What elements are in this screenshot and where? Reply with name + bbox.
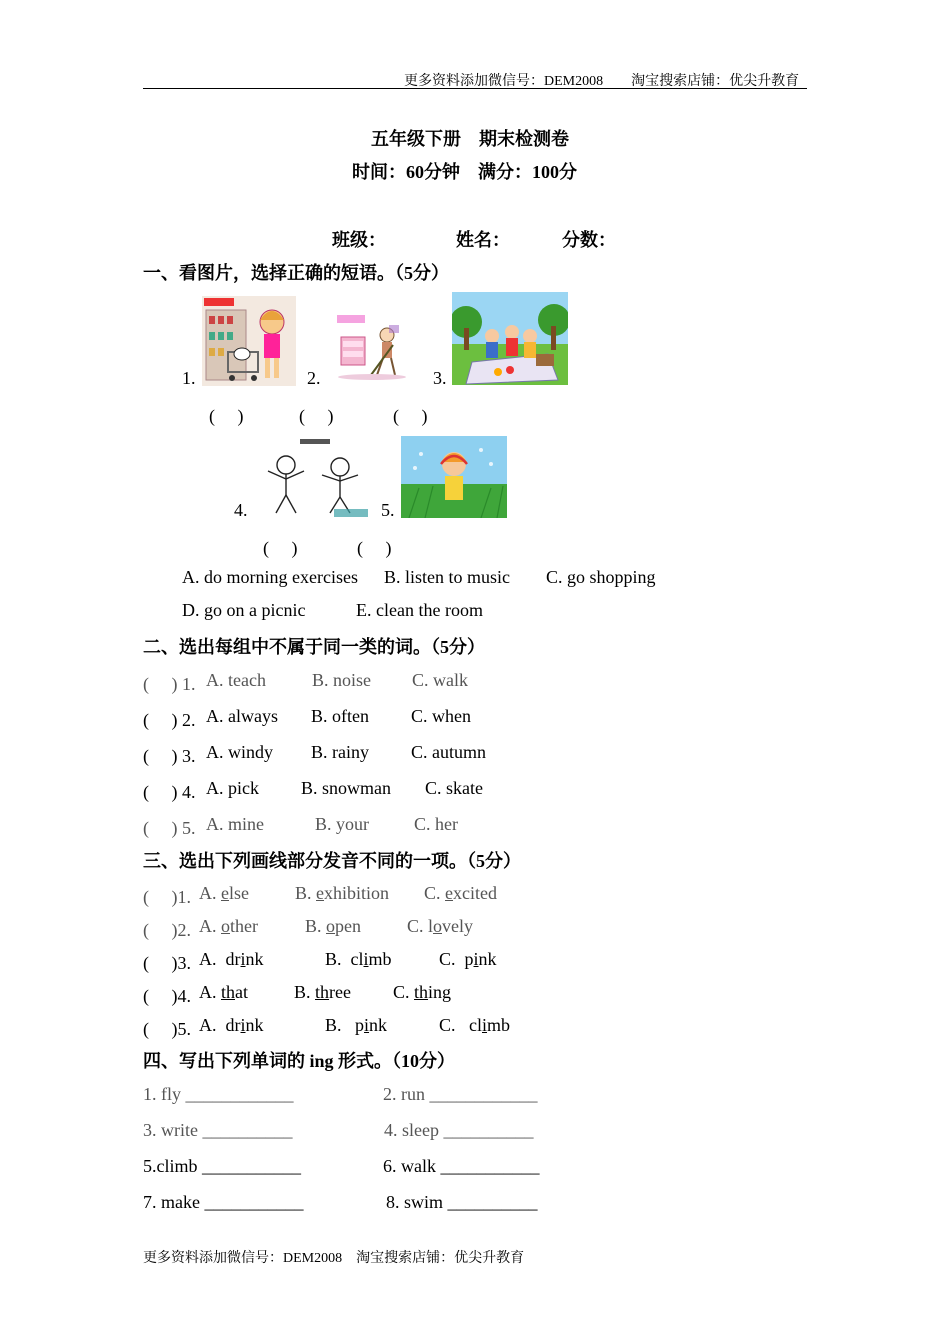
s2-row2-lead[interactable]: ( ) 2.: [143, 710, 196, 730]
s3-row4-b: B. three: [294, 982, 352, 1002]
option-e: E. clean the room: [356, 600, 483, 620]
section4-heading: 四、写出下列单词的 ing 形式。（10分）: [143, 1051, 456, 1071]
answer-paren-2[interactable]: ( ): [299, 406, 334, 426]
s3-row2-b: B. open: [305, 916, 362, 936]
s3-row1-c: C. excited: [424, 883, 497, 903]
shopping-picture: [202, 296, 296, 386]
section2-heading: 二、选出每组中不属于同一类的词。（5分）: [143, 637, 485, 657]
s3-row3-lead[interactable]: ( )3.: [143, 953, 191, 973]
s3-row4-a: A. that: [199, 982, 249, 1002]
s3-row4-c: C. thing: [393, 982, 452, 1002]
s3-row1-a: A. else: [199, 883, 249, 903]
answer-paren-5[interactable]: ( ): [357, 538, 392, 558]
pic-number-5: 5.: [381, 500, 395, 520]
option-c: C. go shopping: [546, 567, 656, 587]
clean-room-picture: [327, 311, 417, 383]
s2-row1-lead[interactable]: ( ) 1.: [143, 674, 196, 694]
s2-row4-lead[interactable]: ( ) 4.: [143, 782, 196, 802]
page-title: 五年级下册 期末检测卷: [371, 129, 569, 149]
header-rule: [143, 88, 807, 89]
s4-item-6[interactable]: 6. walk ___________: [383, 1156, 540, 1176]
answer-paren-1[interactable]: ( ): [209, 406, 244, 426]
s2-row4-a: A. pick: [206, 778, 259, 798]
s3-row2-c: C. lovely: [407, 916, 474, 936]
section3-heading: 三、选出下列画线部分发音不同的一项。（5分）: [143, 851, 521, 871]
s2-row2-c: C. when: [411, 706, 471, 726]
pic-number-1: 1.: [182, 368, 196, 388]
s3-row1-lead[interactable]: ( )1.: [143, 887, 191, 907]
s4-item-2[interactable]: 2. run ____________: [383, 1084, 538, 1104]
footer-text: 更多资料添加微信号：DEM2008 淘宝搜索店铺：优尖升教育: [143, 1251, 525, 1266]
header-text: 更多资料添加微信号：DEM2008 淘宝搜索店铺：优尖升教育: [404, 74, 800, 89]
s4-item-4[interactable]: 4. sleep __________: [384, 1120, 534, 1140]
listen-music-picture: [401, 436, 507, 518]
s4-item-8[interactable]: 8. swim __________: [386, 1192, 538, 1212]
s2-row5-c: C. her: [414, 814, 458, 834]
s4-item-3[interactable]: 3. write __________: [143, 1120, 293, 1140]
s3-row2-a: A. other: [199, 916, 258, 936]
answer-paren-3[interactable]: ( ): [393, 406, 428, 426]
s2-row5-b: B. your: [315, 814, 369, 834]
s4-item-5[interactable]: 5.climb ___________: [143, 1156, 301, 1176]
score-label: 分数：: [562, 230, 616, 250]
pic-number-4: 4.: [234, 500, 248, 520]
answer-paren-4[interactable]: ( ): [263, 538, 298, 558]
s3-row5-b: B. pink: [325, 1015, 388, 1035]
name-label: 姓名：: [456, 230, 510, 250]
s2-row4-b: B. snowman: [301, 778, 391, 798]
s3-row5-c: C. climb: [439, 1015, 511, 1035]
page-subtitle: 时间：60分钟 满分：100分: [352, 162, 577, 182]
pic-number-3: 3.: [433, 368, 447, 388]
morning-exercises-picture: [254, 437, 372, 519]
class-label: 班级：: [332, 230, 386, 250]
s3-row2-lead[interactable]: ( )2.: [143, 920, 191, 940]
s3-row3-c: C. pink: [439, 949, 497, 969]
s3-row1-b: B. exhibition: [295, 883, 390, 903]
s2-row1-b: B. noise: [312, 670, 372, 690]
s3-row4-lead[interactable]: ( )4.: [143, 986, 191, 1006]
s2-row3-a: A. windy: [206, 742, 273, 762]
s3-row3-a: A. drink: [199, 949, 264, 969]
s4-item-7[interactable]: 7. make ___________: [143, 1192, 304, 1212]
option-d: D. go on a picnic: [182, 600, 306, 620]
s2-row3-c: C. autumn: [411, 742, 486, 762]
section1-heading: 一、看图片，选择正确的短语。（5分）: [143, 263, 449, 283]
option-a: A. do morning exercises: [182, 567, 358, 587]
s3-row5-a: A. drink: [199, 1015, 264, 1035]
s2-row3-b: B. rainy: [311, 742, 369, 762]
s2-row2-b: B. often: [311, 706, 369, 726]
option-b: B. listen to music: [384, 567, 510, 587]
s2-row4-c: C. skate: [425, 778, 483, 798]
pic-number-2: 2.: [307, 368, 321, 388]
s2-row3-lead[interactable]: ( ) 3.: [143, 746, 196, 766]
s2-row1-a: A. teach: [206, 670, 266, 690]
s2-row1-c: C. walk: [412, 670, 468, 690]
s2-row2-a: A. always: [206, 706, 278, 726]
s4-item-1[interactable]: 1. fly ____________: [143, 1084, 294, 1104]
s3-row3-b: B. climb: [325, 949, 392, 969]
picnic-picture: [452, 292, 568, 385]
s3-row5-lead[interactable]: ( )5.: [143, 1019, 191, 1039]
s2-row5-lead[interactable]: ( ) 5.: [143, 818, 196, 838]
s2-row5-a: A. mine: [206, 814, 264, 834]
